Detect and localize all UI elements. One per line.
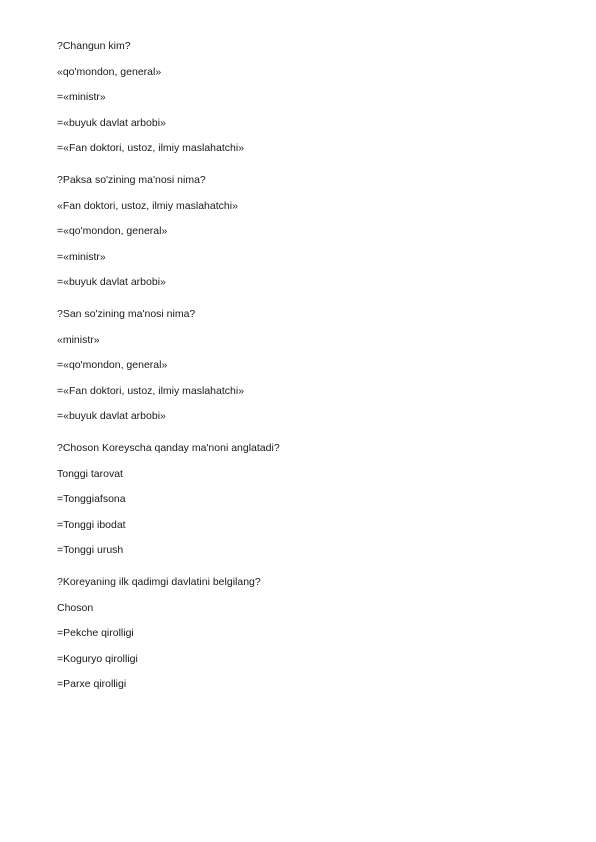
answer-option: =Tonggiafsona — [57, 493, 126, 505]
question-text: ?Choson Koreyscha qanday ma'noni anglatadi? — [57, 442, 280, 454]
question-text: ?Changun kim? — [57, 40, 131, 52]
answer-option: =«buyuk davlat arbobi» — [57, 116, 166, 129]
correct-answer: Choson — [57, 601, 94, 614]
question-text: ?Koreyaning ilk qadimgi davlatini belgilang? — [57, 576, 261, 588]
answer-option: =Tonggi urush — [57, 544, 124, 556]
correct-answer: «ministr» — [57, 333, 100, 346]
answer-option: =«ministr» — [57, 250, 106, 263]
answer-option: =«Fan doktori, ustoz, ilmiy maslahatchi» — [57, 142, 245, 154]
answer-option: =«buyuk davlat arbobi» — [57, 410, 166, 422]
question-block-1 — [57, 40, 596, 155]
answer-option: =«Fan doktori, ustoz, ilmiy maslahatchi» — [57, 384, 245, 397]
answer-option: =«qo'mondon, general» — [57, 359, 168, 371]
answer-option: =Tonggi ibodat — [57, 518, 126, 531]
answer-option: =«qo'mondon, general» — [57, 225, 168, 237]
question-block-5 — [57, 576, 596, 691]
correct-answer: «Fan doktori, ustoz, ilmiy maslahatchi» — [57, 199, 238, 212]
answer-option: =Koguryo qirolligi — [57, 652, 138, 665]
answer-option: =Pekche qirolligi — [57, 627, 134, 639]
correct-answer: «qo'mondon, general» — [57, 65, 162, 78]
question-text: ?San so'zining ma'nosi nima? — [57, 308, 196, 320]
answer-option: =«ministr» — [57, 91, 106, 103]
question-text: ?Paksa so'zining ma'nosi nima? — [57, 174, 206, 186]
correct-answer: Tonggi tarovat — [57, 467, 123, 480]
question-block-3 — [57, 308, 596, 423]
question-block-2 — [57, 174, 596, 289]
answer-option: =Parxe qirolligi — [57, 678, 127, 690]
answer-option: =«buyuk davlat arbobi» — [57, 276, 166, 288]
question-block-4 — [57, 442, 596, 557]
